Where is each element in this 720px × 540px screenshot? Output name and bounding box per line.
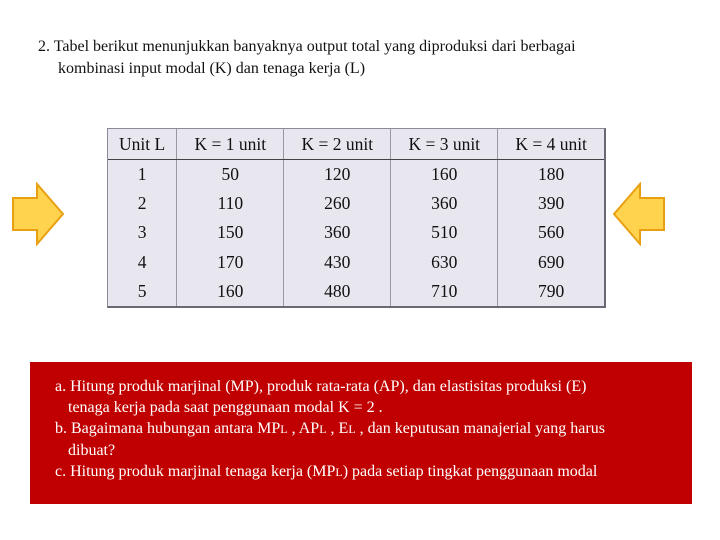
question-line-2: kombinasi input modal (K) dan tenaga kerja (L): [58, 60, 366, 77]
table-cell: 5: [137, 280, 147, 301]
question-text: [38, 36, 698, 80]
table-cell: 3: [137, 222, 147, 243]
task-b-line-1: [55, 418, 682, 440]
task-b-text: , E: [326, 420, 349, 437]
task-b-line-2: dibuat?: [68, 442, 116, 459]
table-cell: 560: [498, 218, 604, 247]
table-cell: 630: [391, 248, 498, 277]
arrow-right-icon: [11, 182, 65, 246]
task-a-line-2: tenaga kerja pada saat penggunaan modal K = 2 .: [68, 399, 383, 416]
question-line-1: 2. Tabel berikut menunjukkan banyaknya output total yang diproduksi dari berbagai: [38, 38, 576, 55]
table-cell: 50: [177, 160, 284, 190]
subscript-l: L: [335, 465, 343, 479]
task-a-line-1: a. Hitung produk marjinal (MP), produk rata-rata (AP), dan elastisitas produksi (E): [55, 378, 587, 395]
task-b-text: , AP: [287, 420, 320, 437]
header-unit-l: Unit L: [108, 129, 177, 160]
task-c-text: c. Hitung produk marjinal tenaga kerja (MP: [55, 463, 336, 480]
table-cell: 710: [391, 277, 498, 306]
header-k3: K = 3 unit: [391, 129, 498, 160]
table-cell: 2: [137, 193, 147, 214]
table-header-row: [108, 129, 604, 160]
task-b-text: , dan keputusan manajerial yang harus: [355, 420, 605, 437]
task-b-text: b. Bagaimana hubungan antara MP: [55, 420, 281, 437]
table-cell: 430: [284, 248, 391, 277]
arrow-left-icon: [612, 182, 666, 246]
table-cell: 110: [177, 189, 284, 218]
subscript-l: L: [280, 422, 288, 436]
table-cell: 690: [498, 248, 604, 277]
task-c-line: [55, 461, 682, 483]
output-table: [107, 128, 606, 308]
table-cell: 390: [498, 189, 604, 218]
table-cell: 510: [391, 218, 498, 247]
task-box: [30, 362, 692, 504]
subscript-l: L: [348, 422, 356, 436]
table-row: [108, 160, 604, 190]
table-cell: 360: [391, 189, 498, 218]
table-cell: 790: [498, 277, 604, 306]
subscript-l: L: [319, 422, 327, 436]
table-row: [108, 248, 604, 277]
table-cell: 160: [177, 277, 284, 306]
header-k1: K = 1 unit: [177, 129, 284, 160]
table-cell: 1: [137, 164, 147, 185]
task-c-text: ) pada setiap tingkat penggunaan modal: [342, 463, 598, 480]
table-cell: 360: [284, 218, 391, 247]
table-cell: 120: [284, 160, 391, 190]
table-cell: 150: [177, 218, 284, 247]
table-cell: 160: [391, 160, 498, 190]
table-cell: 260: [284, 189, 391, 218]
table-cell: 180: [498, 160, 604, 190]
table-row: [108, 277, 604, 306]
header-k4: K = 4 unit: [498, 129, 604, 160]
table-row: [108, 218, 604, 247]
table-cell: 4: [137, 251, 147, 272]
table-cell: 480: [284, 277, 391, 306]
header-k2: K = 2 unit: [284, 129, 391, 160]
table-cell: 170: [177, 248, 284, 277]
table-row: [108, 189, 604, 218]
